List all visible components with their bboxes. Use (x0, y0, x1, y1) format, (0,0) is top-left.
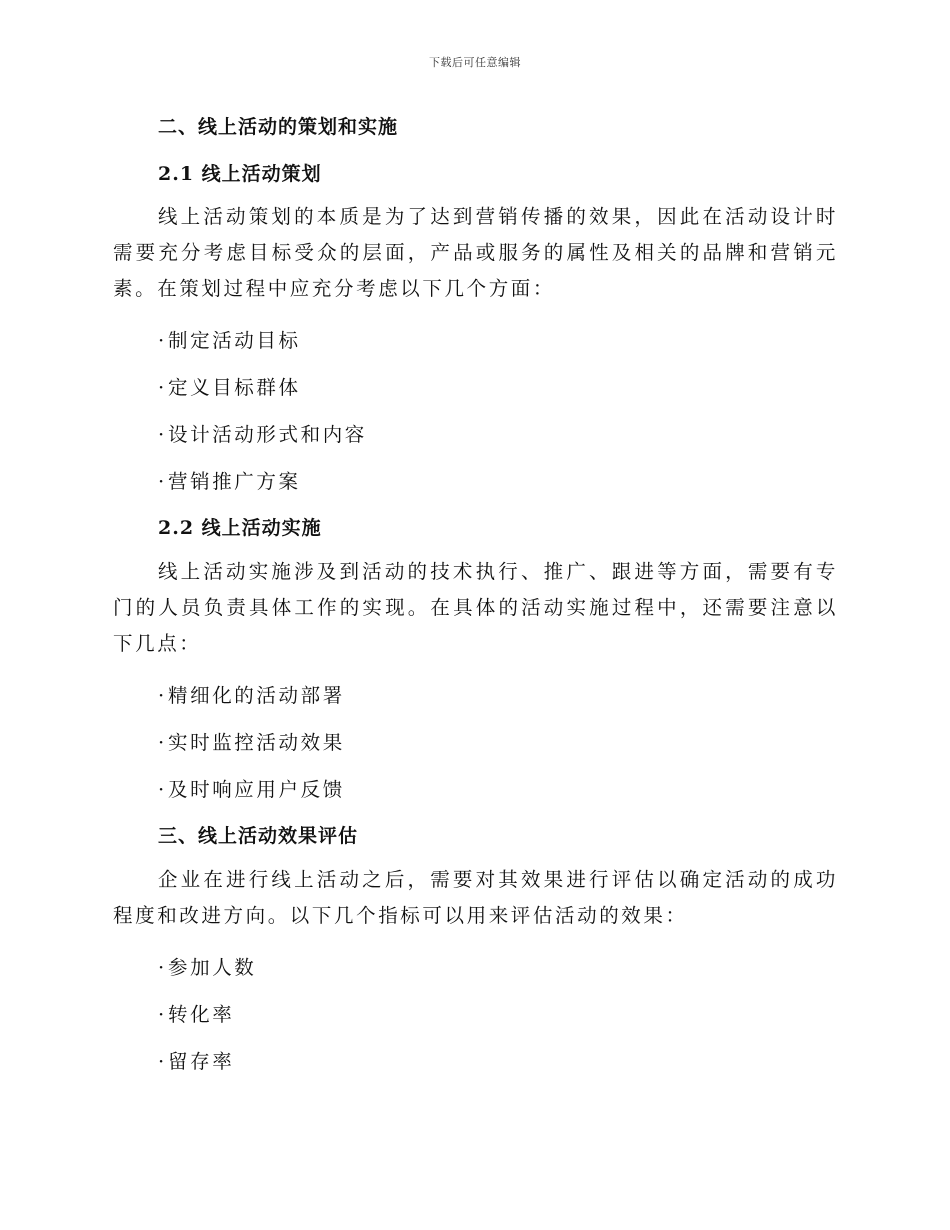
bullet-dot: · (158, 778, 167, 801)
document-body (113, 108, 838, 1076)
bullet-dot: · (158, 329, 167, 352)
bullet-text: 营销推广方案 (168, 470, 301, 493)
bullet-item (113, 682, 838, 710)
bullet-dot: · (158, 423, 167, 446)
bullet-dot: · (158, 470, 167, 493)
bullet-dot: · (158, 731, 167, 754)
bullet-item (113, 327, 838, 355)
bullet-item (113, 1001, 838, 1029)
bullet-item (113, 421, 838, 449)
header-note: 下载后可任意编辑 (429, 56, 521, 69)
bullet-dot: · (158, 684, 167, 707)
section-3-heading: 三、线上活动效果评估 (158, 825, 359, 847)
bullet-dot: · (158, 1050, 167, 1073)
bullet-item (113, 1048, 838, 1076)
section-3-paragraph: 企业在进行线上活动之后，需要对其效果进行评估以确定活动的成功程度和改进方向。以下几个指标可以用来评估活动的效果： (113, 868, 838, 927)
subsection-2-2-heading: 2.2 线上活动实施 (158, 517, 322, 539)
bullet-item (113, 374, 838, 402)
section-2-heading: 二、线上活动的策划和实施 (158, 116, 399, 138)
bullet-dot: · (158, 1003, 167, 1026)
subsection-2-1-paragraph: 线上活动策划的本质是为了达到营销传播的效果，因此在活动设计时需要充分考虑目标受众的层面，产品或服务的属性及相关的品牌和营销元素。在策划过程中应充分考虑以下几个方面： (113, 205, 838, 300)
bullet-text: 制定活动目标 (168, 329, 301, 352)
bullet-text: 参加人数 (168, 956, 257, 979)
bullet-dot: · (158, 956, 167, 979)
bullet-text: 定义目标群体 (168, 376, 301, 399)
bullet-item (113, 954, 838, 982)
bullet-item (113, 729, 838, 757)
bullet-dot: · (158, 376, 167, 399)
bullet-text: 设计活动形式和内容 (168, 423, 367, 446)
bullet-text: 实时监控活动效果 (168, 731, 345, 754)
subsection-2-1-heading: 2.1 线上活动策划 (158, 163, 322, 185)
bullet-text: 精细化的活动部署 (168, 684, 345, 707)
bullet-item (113, 776, 838, 804)
bullet-item (113, 468, 838, 496)
subsection-2-2-paragraph: 线上活动实施涉及到活动的技术执行、推广、跟进等方面，需要有专门的人员负责具体工作的实现。在具体的活动实施过程中，还需要注意以下几点： (113, 560, 838, 655)
bullet-text: 留存率 (168, 1050, 235, 1073)
bullet-text: 及时响应用户反馈 (168, 778, 345, 801)
bullet-text: 转化率 (168, 1003, 235, 1026)
